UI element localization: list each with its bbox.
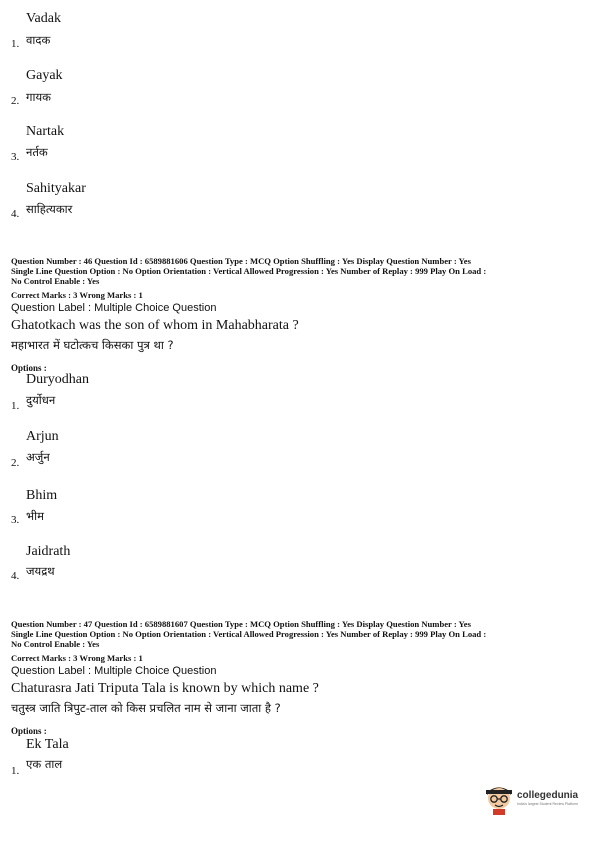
q47-meta-line-2: Single Line Question Option : No Option Orientation : Vertical Allowed Progression : Yes Number of Replay : 999 Play On Load :: [11, 629, 487, 639]
student-mascot-icon: [484, 783, 514, 815]
q45-option-1-number: 1.: [11, 38, 20, 50]
q46-meta-line-1: Question Number : 46 Question Id : 6589881606 Question Type : MCQ Option Shuffling : Yes Display Question Number : Yes: [11, 256, 471, 266]
q46-marks: Correct Marks : 3 Wrong Marks : 1: [11, 290, 143, 300]
q47-question-label: Question Label : Multiple Choice Question: [11, 665, 217, 677]
q47-question-text-hi: चतुस्त्र जाति त्रिपुट-ताल को किस प्रचलित नाम से जाना जाता है ?: [11, 701, 281, 715]
q46-question-label: Question Label : Multiple Choice Question: [11, 302, 217, 314]
q45-option-2-number: 2.: [11, 95, 20, 107]
q46-meta-line-2: Single Line Question Option : No Option Orientation : Vertical Allowed Progression : Yes Number of Replay : 999 Play On Load :: [11, 266, 487, 276]
q45-option-1-hi: वादक: [26, 33, 51, 47]
q46-option-3-number: 3.: [11, 514, 20, 526]
q46-option-3-en: Bhim: [26, 488, 58, 503]
q47-option-1-number: 1.: [11, 765, 20, 777]
q46-question-text-hi: महाभारत में घटोत्कच किसका पुत्र था ?: [11, 338, 174, 352]
q46-option-4-number: 4.: [11, 570, 20, 582]
logo-tagline: India's largest Student Review Platform: [517, 802, 578, 807]
q46-options-label: Options :: [11, 363, 47, 373]
q46-option-1-en: Duryodhan: [26, 372, 89, 387]
q45-option-2-en: Gayak: [26, 68, 63, 83]
q46-option-2-en: Arjun: [26, 429, 59, 444]
q47-options-label: Options :: [11, 726, 47, 736]
q45-option-3-hi: नर्तक: [26, 145, 48, 159]
collegedunia-logo: [484, 781, 584, 817]
q45-option-2-hi: गायक: [26, 90, 51, 104]
q47-option-1-en: Ek Tala: [26, 737, 69, 752]
logo-wordmark: collegedunia: [517, 790, 579, 802]
q46-option-1-number: 1.: [11, 400, 20, 412]
q46-option-3-hi: भीम: [26, 509, 44, 523]
q45-option-3-number: 3.: [11, 151, 20, 163]
q46-option-4-hi: जयद्रथ: [26, 564, 55, 578]
q47-meta-line-3: No Control Enable : Yes: [11, 639, 100, 649]
q45-option-4-hi: साहित्यकार: [26, 202, 73, 216]
q46-option-4-en: Jaidrath: [26, 544, 71, 559]
q46-option-1-hi: दुर्योधन: [26, 393, 56, 407]
q45-option-4-number: 4.: [11, 208, 20, 220]
q47-option-1-hi: एक ताल: [26, 757, 63, 771]
q46-question-text-en: Ghatotkach was the son of whom in Mahabharata ?: [11, 318, 299, 333]
q47-question-text-en: Chaturasra Jati Triputa Tala is known by which name ?: [11, 681, 319, 696]
q46-meta-line-3: No Control Enable : Yes: [11, 276, 100, 286]
q46-option-2-hi: अर्जुन: [26, 450, 50, 464]
q47-meta-line-1: Question Number : 47 Question Id : 6589881607 Question Type : MCQ Option Shuffling : Yes Display Question Number : Yes: [11, 619, 471, 629]
q47-marks: Correct Marks : 3 Wrong Marks : 1: [11, 653, 143, 663]
q45-option-4-en: Sahityakar: [26, 181, 86, 196]
q45-option-1-en: Vadak: [26, 11, 61, 26]
q45-option-3-en: Nartak: [26, 124, 65, 139]
q46-option-2-number: 2.: [11, 457, 20, 469]
